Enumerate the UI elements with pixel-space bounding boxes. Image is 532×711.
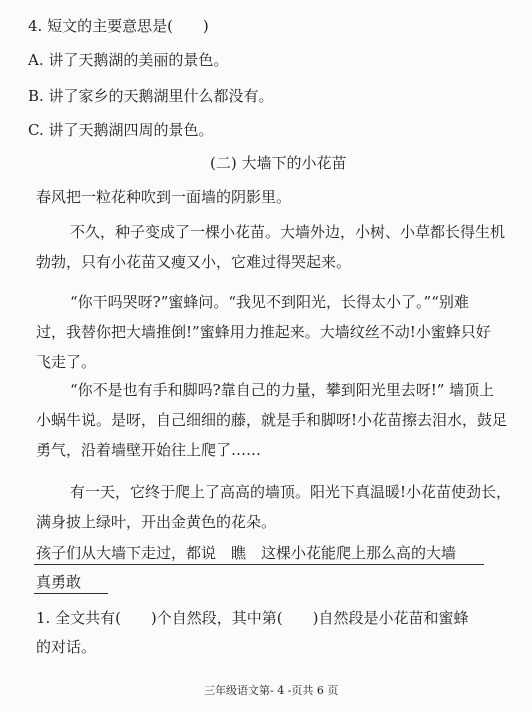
question-1-line-2: 的对话。 <box>36 638 97 656</box>
paragraph-5-line-2: 满身披上绿叶，开出金黄色的花朵。 <box>36 513 277 531</box>
passage-title: (二) 大墙下的小花苗 <box>210 154 347 172</box>
paragraph-2-line-2: 勃勃，只有小花苗又瘦又小，它难过得哭起来。 <box>36 253 352 271</box>
handwritten-underline <box>34 564 484 565</box>
paragraph-5-line-1: 有一天，它终于爬上了高高的墙顶。阳光下真温暖!小花苗使劲长， <box>70 483 512 501</box>
paragraph-3-line-2: 过，我替你把大墙推倒!”蜜蜂用力推起来。大墙纹丝不动!小蜜蜂只好 <box>36 323 491 341</box>
paragraph-6-line-1: 孩子们从大墙下走过，都说 瞧 这棵小花能爬上那么高的大墙 <box>36 544 457 562</box>
paragraph-6-line-2: 真勇敢 <box>36 573 82 591</box>
paragraph-3-line-3: 飞走了。 <box>36 353 97 371</box>
paragraph-3-line-1: “你干吗哭呀?”蜜蜂问。“我见不到阳光，长得太小了。”“别难 <box>70 293 469 311</box>
option-c: C. 讲了天鹅湖四周的景色。 <box>28 121 214 139</box>
handwritten-underline <box>34 593 108 594</box>
paragraph-4-line-3: 勇气，沿着墙壁开始往上爬了…… <box>36 441 262 459</box>
paragraph-4-line-2: 小蜗牛说。是呀，自己细细的藤，就是手和脚呀!小花苗擦去泪水，鼓足 <box>36 411 508 429</box>
paragraph-2-line-1: 不久，种子变成了一棵小花苗。大墙外边，小树、小草都长得生机 <box>70 223 506 241</box>
question-1-line-1: 1. 全文共有( )个自然段，其中第( )自然段是小花苗和蜜蜂 <box>36 609 469 627</box>
option-a: A. 讲了天鹅湖的美丽的景色。 <box>28 51 229 69</box>
option-b: B. 讲了家乡的天鹅湖里什么都没有。 <box>28 87 274 105</box>
paragraph-1: 春风把一粒花种吹到一面墙的阴影里。 <box>36 188 292 206</box>
paragraph-4-line-1: “你不是也有手和脚吗?靠自己的力量，攀到阳光里去呀!” 墙顶上 <box>70 381 495 399</box>
page-footer: 三年级语文第- 4 -页共 6 页 <box>204 684 339 697</box>
question-4: 4. 短文的主要意思是( ) <box>28 17 209 35</box>
